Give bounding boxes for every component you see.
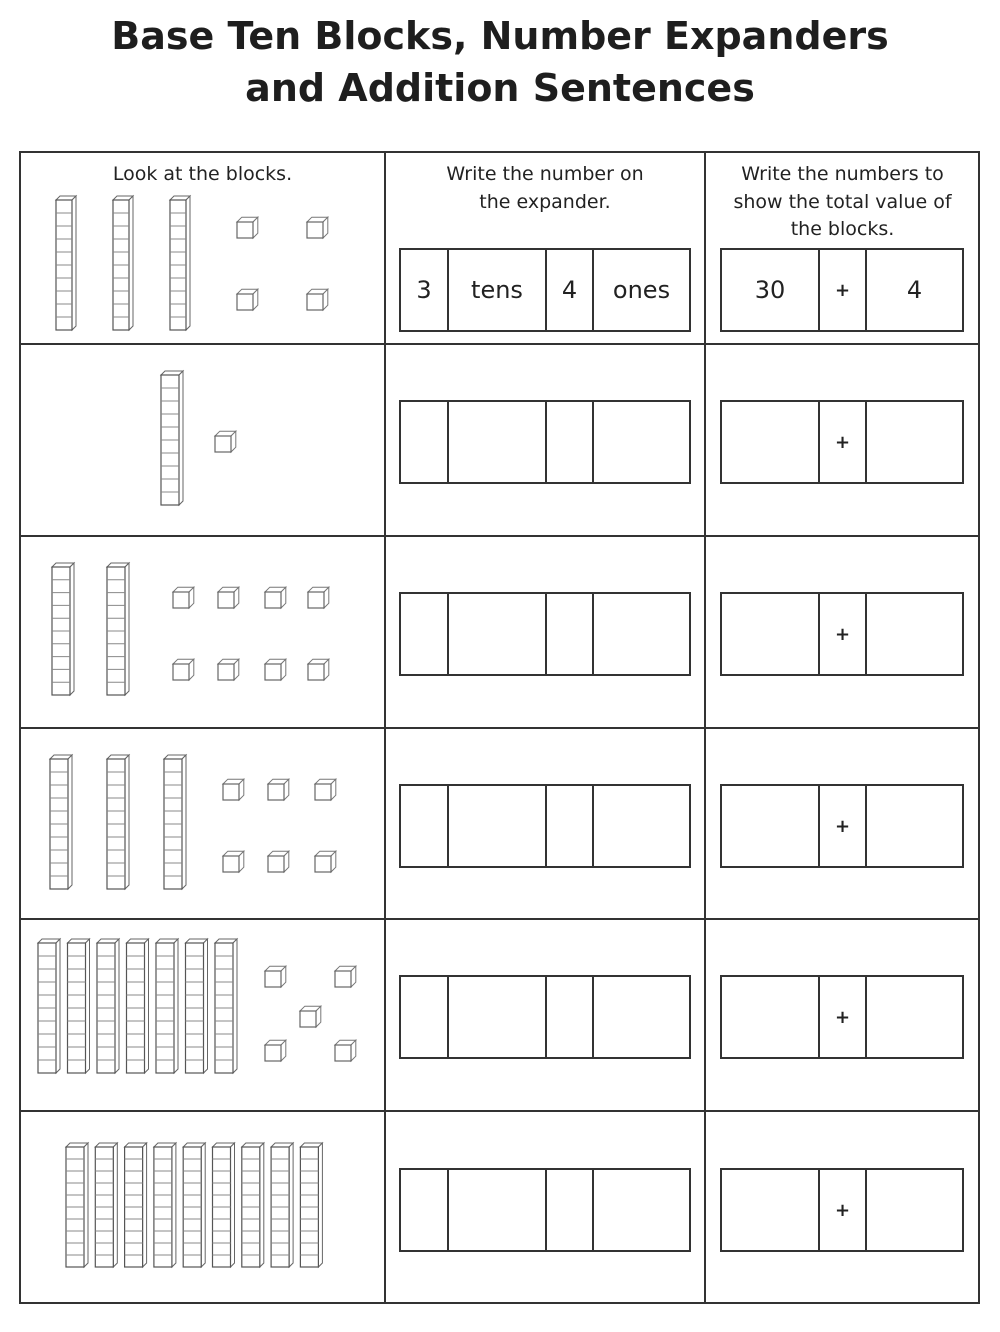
one-cube-icon xyxy=(308,587,329,608)
ones-digit-cell[interactable] xyxy=(547,1170,594,1250)
ones-digit-cell[interactable] xyxy=(547,402,594,482)
one-cube-icon xyxy=(223,779,244,800)
one-cube-icon xyxy=(268,779,289,800)
tens-label-cell[interactable] xyxy=(449,1170,547,1250)
tens-digit-cell[interactable] xyxy=(401,1170,449,1250)
ones-label-cell[interactable] xyxy=(594,594,689,674)
ones-value-cell[interactable]: 4 xyxy=(906,276,923,304)
ten-rod-icon xyxy=(127,939,149,1073)
one-cube-icon xyxy=(215,431,236,452)
tens-value-cell[interactable] xyxy=(722,594,820,674)
addition-sentence-row-5 xyxy=(720,975,964,1059)
one-cube-icon xyxy=(223,851,244,872)
tens-value-cell[interactable] xyxy=(722,786,820,866)
one-cube-icon xyxy=(173,659,194,680)
number-expander-row-1 xyxy=(399,248,691,332)
ones-value-cell[interactable] xyxy=(867,594,962,674)
ones-label-cell[interactable] xyxy=(594,786,689,866)
blocks-row-4 xyxy=(20,734,385,914)
ones-digit-cell[interactable] xyxy=(547,594,594,674)
blocks-row-6 xyxy=(20,1117,385,1297)
blocks-row-1 xyxy=(20,190,385,340)
one-cube-icon xyxy=(335,966,356,987)
ten-rod-icon xyxy=(52,563,74,695)
ten-rod-icon xyxy=(271,1143,293,1267)
one-cube-icon xyxy=(315,851,336,872)
ones-value-cell[interactable] xyxy=(867,1170,962,1250)
ones-digit-cell[interactable] xyxy=(547,786,594,866)
one-cube-icon xyxy=(307,289,328,310)
one-cube-icon xyxy=(268,851,289,872)
ten-rod-icon xyxy=(154,1143,176,1267)
addition-sentence-row-6 xyxy=(720,1168,964,1252)
ten-rod-icon xyxy=(95,1143,117,1267)
tens-value-cell[interactable] xyxy=(722,402,820,482)
tens-value-cell[interactable] xyxy=(722,1170,820,1250)
blocks-row-3 xyxy=(20,542,385,722)
ten-rod-icon xyxy=(113,196,133,330)
tens-label-cell[interactable] xyxy=(449,594,547,674)
one-cube-icon xyxy=(265,1040,286,1061)
addition-sentence-row-4 xyxy=(720,784,964,868)
one-cube-icon xyxy=(308,659,329,680)
ones-label-cell[interactable] xyxy=(594,1170,689,1250)
one-cube-icon xyxy=(218,659,239,680)
addition-sentence-row-2 xyxy=(720,400,964,484)
ten-rod-icon xyxy=(97,939,119,1073)
ten-rod-icon xyxy=(170,196,190,330)
ten-rod-icon xyxy=(156,939,178,1073)
tens-digit-cell[interactable] xyxy=(401,786,449,866)
addition-sentence-row-3 xyxy=(720,592,964,676)
instruction-total-value-line-2: show the total value of xyxy=(733,191,952,213)
ten-rod-icon xyxy=(68,939,90,1073)
number-expander-row-4 xyxy=(399,784,691,868)
ones-value-cell[interactable] xyxy=(867,786,962,866)
addition-sentence-row-1 xyxy=(720,248,964,332)
one-cube-icon xyxy=(218,587,239,608)
ten-rod-icon xyxy=(186,939,208,1073)
number-expander-row-5 xyxy=(399,975,691,1059)
worksheet-title-line-2: and Addition Sentences xyxy=(245,66,755,110)
one-cube-icon xyxy=(265,966,286,987)
ones-label-cell[interactable] xyxy=(594,402,689,482)
ten-rod-icon xyxy=(183,1143,205,1267)
plus-sign: + xyxy=(820,786,867,866)
ones-label-cell: ones xyxy=(612,276,671,304)
tens-digit-cell[interactable] xyxy=(401,594,449,674)
plus-sign: + xyxy=(820,594,867,674)
one-cube-icon xyxy=(237,289,258,310)
tens-digit-cell[interactable] xyxy=(401,977,449,1057)
number-expander-row-6 xyxy=(399,1168,691,1252)
ones-digit-cell[interactable]: 4 xyxy=(547,250,594,330)
tens-digit-cell[interactable]: 3 xyxy=(401,250,449,330)
blocks-row-2 xyxy=(20,350,385,530)
plus-sign: + xyxy=(820,1170,867,1250)
ten-rod-icon xyxy=(38,939,60,1073)
ten-rod-icon xyxy=(66,1143,88,1267)
tens-label-cell[interactable] xyxy=(449,402,547,482)
instruction-write-number-line-1: Write the number on xyxy=(446,163,644,185)
plus-sign: + xyxy=(820,977,867,1057)
one-cube-icon xyxy=(300,1006,321,1027)
tens-label-cell[interactable] xyxy=(449,786,547,866)
instruction-look-at-blocks: Look at the blocks. xyxy=(112,163,293,185)
ten-rod-icon xyxy=(242,1143,264,1267)
instruction-total-value-line-3: the blocks. xyxy=(790,218,895,240)
ten-rod-icon xyxy=(164,755,186,889)
ten-rod-icon xyxy=(161,371,183,505)
ten-rod-icon xyxy=(215,939,237,1073)
plus-sign: + xyxy=(820,250,867,330)
ten-rod-icon xyxy=(107,755,129,889)
blocks-row-5 xyxy=(20,925,385,1105)
one-cube-icon xyxy=(265,659,286,680)
ones-label-cell[interactable] xyxy=(594,977,689,1057)
tens-label-cell: tens xyxy=(449,250,547,330)
tens-label-cell[interactable] xyxy=(449,977,547,1057)
tens-value-cell[interactable]: 30 xyxy=(722,250,820,330)
ones-value-cell[interactable] xyxy=(867,977,962,1057)
ten-rod-icon xyxy=(213,1143,235,1267)
number-expander-row-3 xyxy=(399,592,691,676)
number-expander-row-2 xyxy=(399,400,691,484)
one-cube-icon xyxy=(315,779,336,800)
ones-value-cell[interactable] xyxy=(867,402,962,482)
instruction-total-value-line-1: Write the numbers to xyxy=(741,163,944,185)
ten-rod-icon xyxy=(107,563,129,695)
one-cube-icon xyxy=(237,217,258,238)
one-cube-icon xyxy=(265,587,286,608)
ten-rod-icon xyxy=(56,196,76,330)
worksheet-title-line-1: Base Ten Blocks, Number Expanders xyxy=(111,14,889,58)
ten-rod-icon xyxy=(50,755,72,889)
ten-rod-icon xyxy=(125,1143,147,1267)
ones-digit-cell[interactable] xyxy=(547,977,594,1057)
tens-value-cell[interactable] xyxy=(722,977,820,1057)
instruction-write-number-line-2: the expander. xyxy=(479,191,611,213)
tens-digit-cell[interactable] xyxy=(401,402,449,482)
ten-rod-icon xyxy=(300,1143,322,1267)
one-cube-icon xyxy=(307,217,328,238)
one-cube-icon xyxy=(173,587,194,608)
plus-sign: + xyxy=(820,402,867,482)
one-cube-icon xyxy=(335,1040,356,1061)
